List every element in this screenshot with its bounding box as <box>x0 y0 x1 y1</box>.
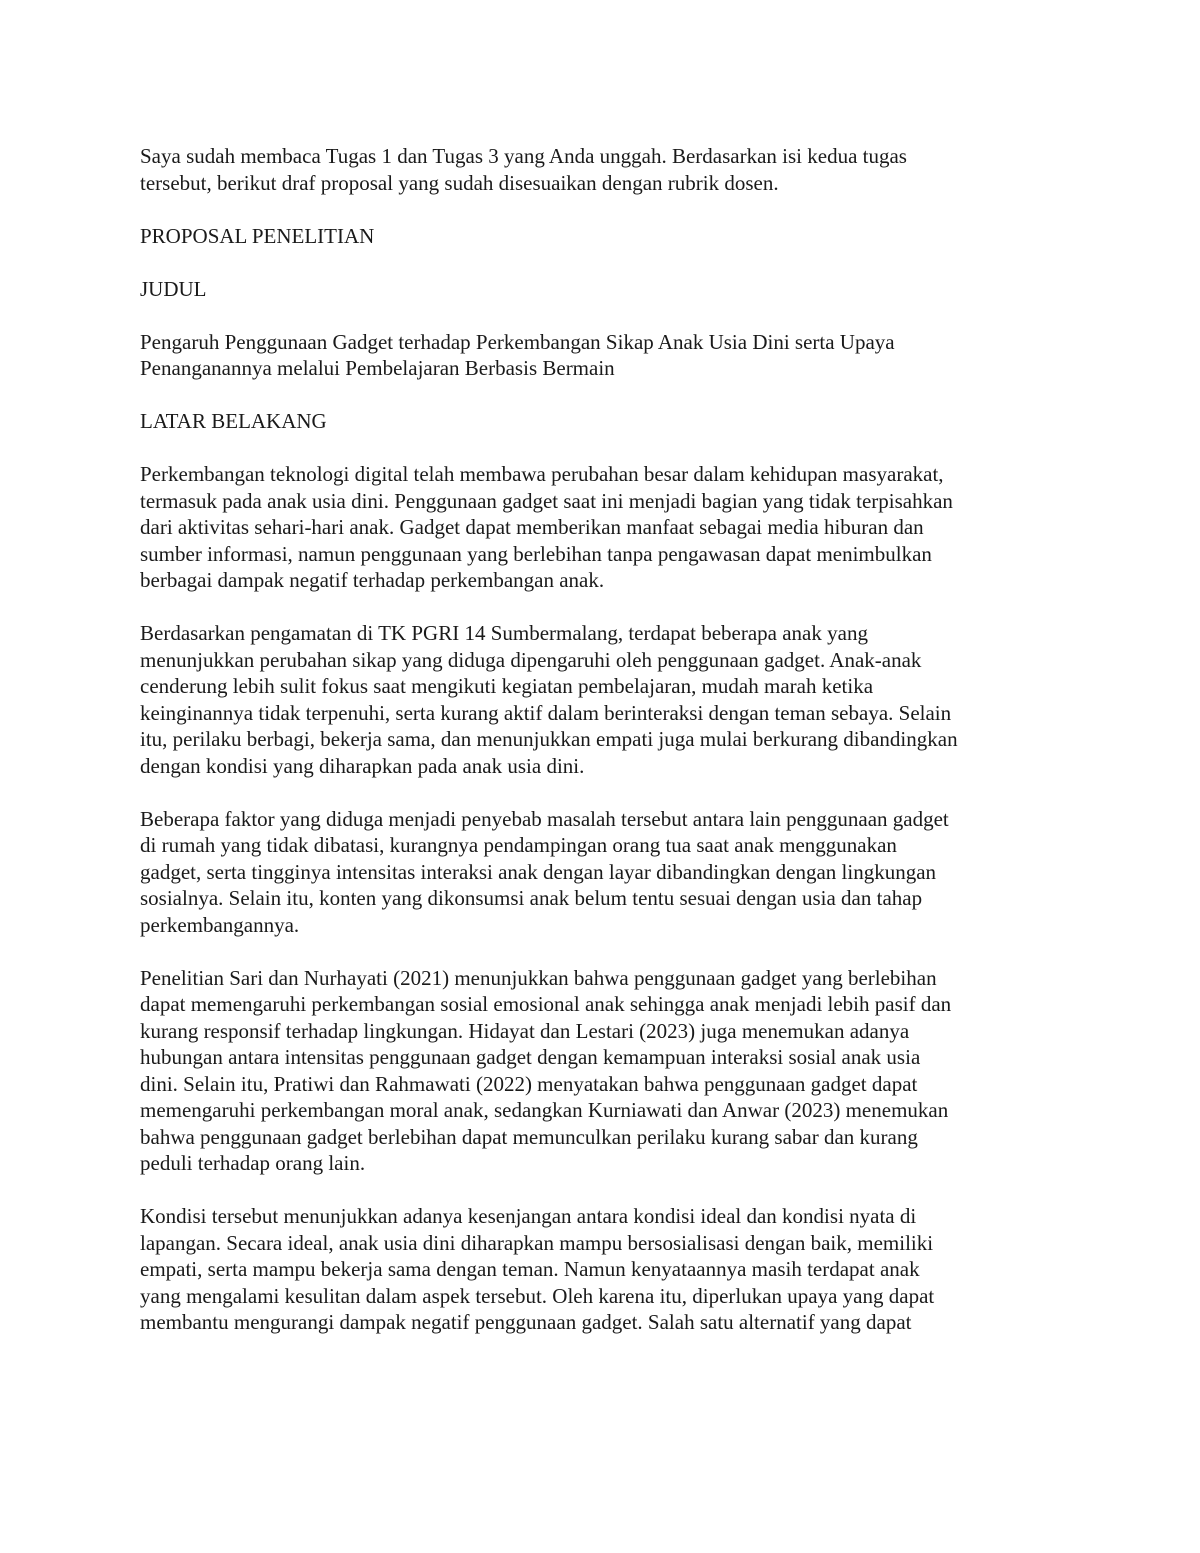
heading-judul <box>140 276 1070 303</box>
text-line: tersebut, berikut draf proposal yang sudah disesuaikan dengan rubrik dosen. <box>140 170 779 195</box>
paragraph-4 <box>140 965 1070 1177</box>
text-line: Saya sudah membaca Tugas 1 dan Tugas 3 yang Anda unggah. Berdasarkan isi kedua tugas <box>140 144 907 168</box>
text-line: Beberapa faktor yang diduga menjadi penyebab masalah tersebut antara lain penggunaan gadget <box>140 806 949 831</box>
text-line: Berdasarkan pengamatan di TK PGRI 14 Sumbermalang, terdapat beberapa anak yang <box>140 621 868 645</box>
text-line: dapat memengaruhi perkembangan sosial emosional anak sehingga anak menjadi lebih pasif dan <box>140 992 952 1016</box>
proposal-title <box>140 329 1070 382</box>
text-line: sosialnya. Selain itu, konten yang dikonsumsi anak belum tentu sesuai dengan usia dan tahap <box>140 886 923 910</box>
text-line: itu, perilaku berbagi, bekerja sama, dan menunjukkan empati juga mulai berkurang dibandingkan <box>140 727 958 751</box>
paragraph-3 <box>140 806 1070 939</box>
text-line: Perkembangan teknologi digital telah membawa perubahan besar dalam kehidupan masyarakat, <box>140 462 944 486</box>
document-body <box>140 143 1070 1362</box>
text-line: Kondisi tersebut menunjukkan adanya kesenjangan antara kondisi ideal dan kondisi nyata di <box>140 1204 917 1228</box>
text-line: berbagai dampak negatif terhadap perkembangan anak. <box>140 568 605 592</box>
heading-proposal <box>140 223 1070 250</box>
text-line: menunjukkan perubahan sikap yang diduga dipengaruhi oleh penggunaan gadget. Anak-anak <box>140 647 922 672</box>
text-line: Penanganannya melalui Pembelajaran Berbasis Bermain <box>140 356 615 380</box>
text-line: perkembangannya. <box>140 912 300 937</box>
heading-text: LATAR BELAKANG <box>140 409 327 433</box>
text-line: dengan kondisi yang diharapkan pada anak usia dini. <box>140 753 585 778</box>
text-line: Pengaruh Penggunaan Gadget terhadap Perkembangan Sikap Anak Usia Dini serta Upaya <box>140 329 895 354</box>
paragraph-2 <box>140 620 1070 779</box>
paragraph-5 <box>140 1203 1070 1336</box>
text-line: cenderung lebih sulit fokus saat mengikuti kegiatan pembelajaran, mudah marah ketika <box>140 674 874 698</box>
text-line: memengaruhi perkembangan moral anak, sedangkan Kurniawati dan Anwar (2023) menemukan <box>140 1098 949 1122</box>
heading-latar-belakang <box>140 408 1070 435</box>
text-line: dini. Selain itu, Pratiwi dan Rahmawati (2022) menyatakan bahwa penggunaan gadget dapat <box>140 1071 918 1096</box>
heading-text: PROPOSAL PENELITIAN <box>140 223 375 248</box>
text-line: sumber informasi, namun penggunaan yang berlebihan tanpa pengawasan dapat menimbulkan <box>140 541 932 566</box>
text-line: yang mengalami kesulitan dalam aspek tersebut. Oleh karena itu, diperlukan upaya yang dapat <box>140 1283 935 1308</box>
text-line: keinginannya tidak terpenuhi, serta kurang aktif dalam berinteraksi dengan teman sebaya. Selain <box>140 700 952 725</box>
text-line: Penelitian Sari dan Nurhayati (2021) menunjukkan bahwa penggunaan gadget yang berlebihan <box>140 965 937 990</box>
text-line: dari aktivitas sehari-hari anak. Gadget dapat memberikan manfaat sebagai media hiburan dan <box>140 515 924 539</box>
heading-text: JUDUL <box>140 276 207 301</box>
text-line: gadget, serta tingginya intensitas interaksi anak dengan layar dibandingkan dengan lingkungan <box>140 859 937 884</box>
text-line: di rumah yang tidak dibatasi, kurangnya pendampingan orang tua saat anak menggunakan <box>140 833 897 857</box>
text-line: empati, serta mampu bekerja sama dengan teman. Namun kenyataannya masih terdapat anak <box>140 1257 920 1281</box>
text-line: membantu mengurangi dampak negatif penggunaan gadget. Salah satu alternatif yang dapat <box>140 1310 912 1334</box>
paragraph-1 <box>140 461 1070 594</box>
text-line: termasuk pada anak usia dini. Penggunaan gadget saat ini menjadi bagian yang tidak terpisahkan <box>140 488 953 513</box>
text-line: peduli terhadap orang lain. <box>140 1151 366 1175</box>
text-line: kurang responsif terhadap lingkungan. Hidayat dan Lestari (2023) juga menemukan adanya <box>140 1018 910 1043</box>
text-line: lapangan. Secara ideal, anak usia dini diharapkan mampu bersosialisasi dengan baik, memiliki <box>140 1230 934 1255</box>
intro-paragraph <box>140 143 1070 196</box>
text-line: bahwa penggunaan gadget berlebihan dapat memunculkan perilaku kurang sabar dan kurang <box>140 1124 918 1149</box>
text-line: hubungan antara intensitas penggunaan gadget dengan kemampuan interaksi sosial anak usia <box>140 1045 921 1069</box>
